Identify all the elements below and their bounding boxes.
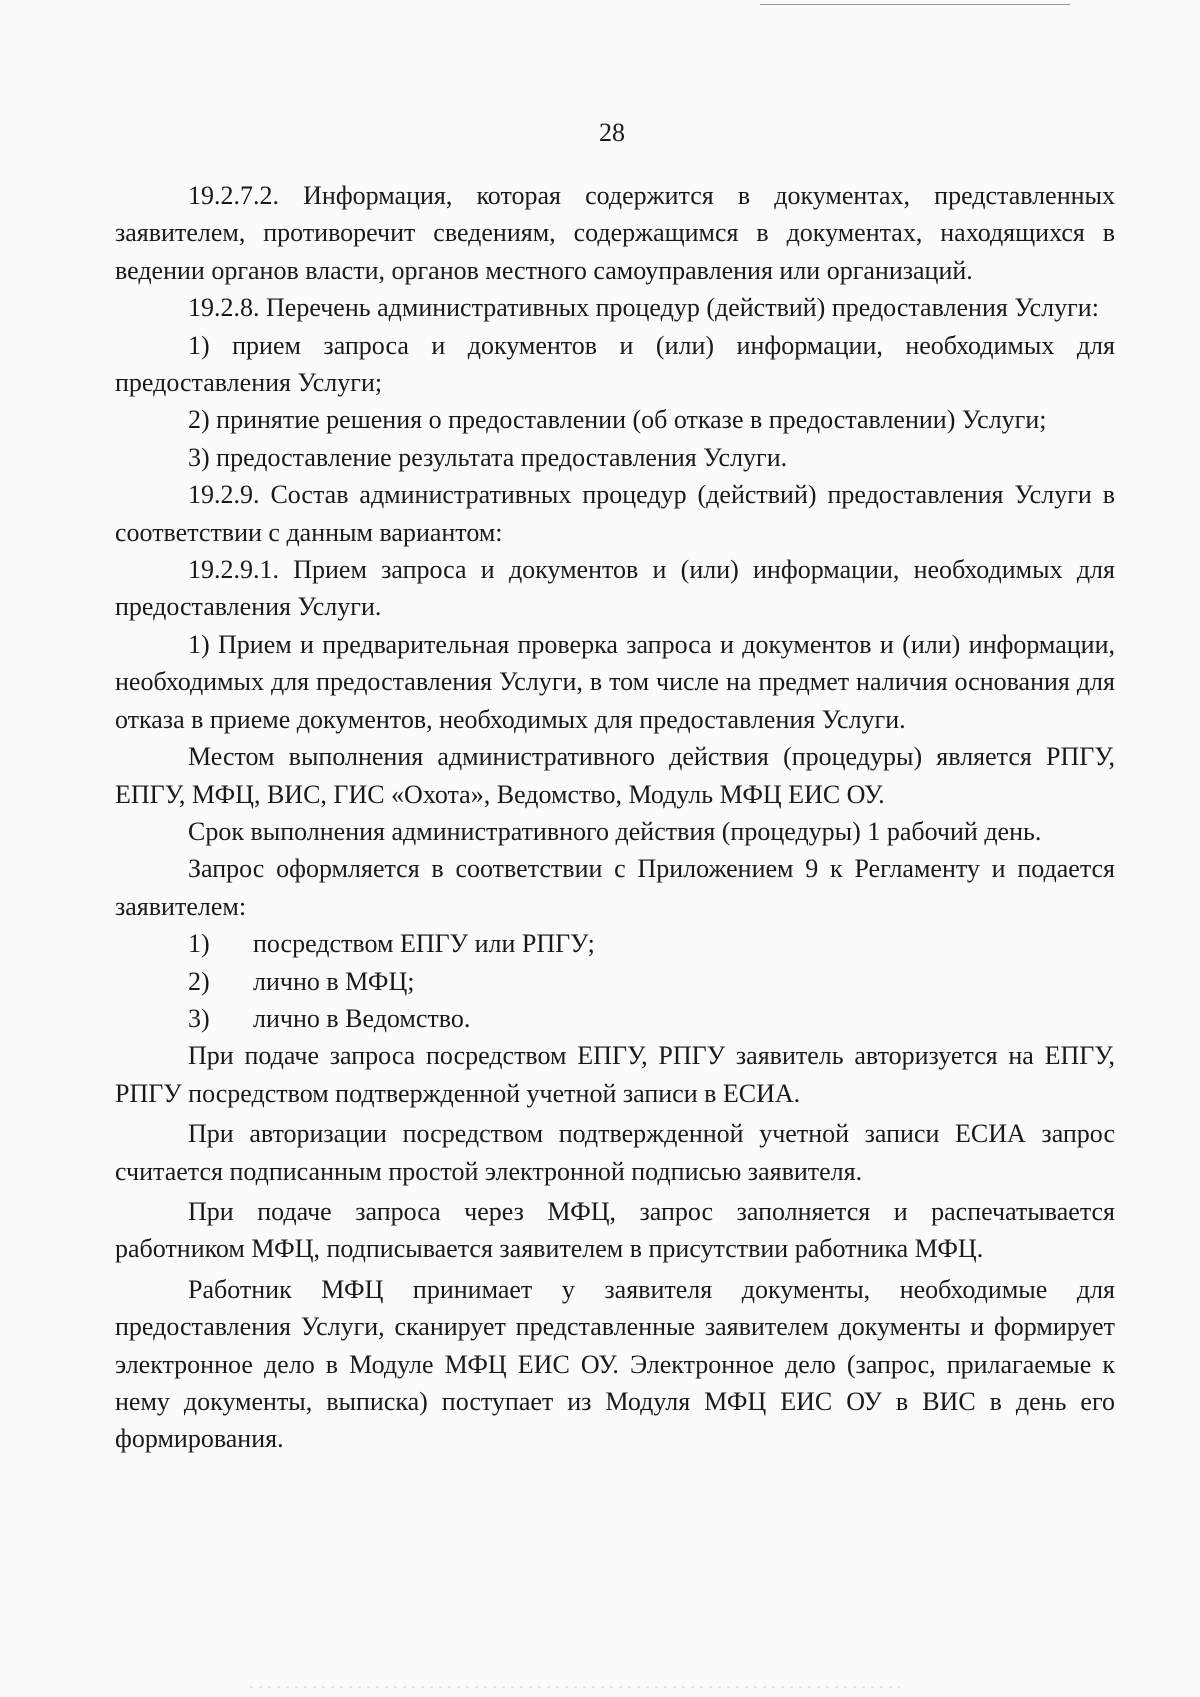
list-item-text: лично в МФЦ;	[253, 966, 415, 996]
paragraph-place-of-execution: Местом выполнения административного действия (процедуры) является РПГУ, ЕПГУ, МФЦ, ВИС, ГИС «Охота», Ведомство, Модуль МФЦ ЕИС ОУ.	[115, 742, 1115, 809]
page-number: 28	[599, 118, 625, 147]
list-item-text: посредством ЕПГУ или РПГУ;	[253, 929, 595, 959]
paragraph-19-2-9-1: 19.2.9.1. Прием запроса и документов и (или) информации, необходимых для предоставления Услуги.	[115, 555, 1115, 622]
paragraph-19-2-8: 19.2.8. Перечень административных процедур (действий) предоставления Услуги:	[188, 293, 1099, 323]
scan-artifact-line	[760, 4, 1070, 5]
list-item-number: 1)	[188, 929, 210, 959]
submission-list-item	[115, 963, 1115, 1000]
paragraph-19-2-7-2: 19.2.7.2. Информация, которая содержится в документах, представленных заявителем, противоречит сведениям, содержащимся в документах, находящихся в ведении органов власти, органов местного самоуправления или организаций.	[115, 181, 1115, 285]
document-body	[115, 177, 1115, 1458]
procedure-item-3: 3) предоставление результата предоставления Услуги.	[188, 442, 788, 472]
submission-list-item	[115, 925, 1115, 962]
paragraph-epgu-authorization: При подаче запроса посредством ЕПГУ, РПГУ заявитель авторизуется на ЕПГУ, РПГУ посредством подтвержденной учетной записи в ЕСИА.	[115, 1041, 1115, 1108]
list-item-number: 3)	[188, 1003, 210, 1033]
paragraph-19-2-9: 19.2.9. Состав административных процедур (действий) предоставления Услуги в соответствии с данным вариантом:	[115, 480, 1115, 547]
list-item-number: 2)	[188, 966, 210, 996]
paragraph-mfc-worker: Работник МФЦ принимает у заявителя документы, необходимые для предоставления Услуги, сканирует представленные заявителем документы и формирует электронное дело в Модуле МФЦ ЕИС ОУ. Электронное дело (запрос, прилагаемые к нему документы, выписка) поступает из Модуля МФЦ ЕИС ОУ в ВИС в день его формирования.	[115, 1274, 1115, 1454]
paragraph-reception-check: 1) Прием и предварительная проверка запроса и документов и (или) информации, необходимых для предоставления Услуги, в том числе на предмет наличия основания для отказа в приеме документов, необходимых для предоставления Услуги.	[115, 629, 1115, 734]
submission-list-item	[115, 1000, 1115, 1037]
paragraph-request-form: Запрос оформляется в соответствии с Приложением 9 к Регламенту и подается заявителем:	[115, 854, 1115, 921]
paragraph-mfc-request: При подаче запроса через МФЦ, запрос заполняется и распечатывается работником МФЦ, подписывается заявителем в присутствии работника МФЦ.	[115, 1196, 1115, 1264]
procedure-item-2: 2) принятие решения о предоставлении (об отказе в предоставлении) Услуги;	[188, 405, 1047, 435]
list-item-text: лично в Ведомство.	[253, 1003, 471, 1033]
scan-artifact-dots	[250, 1686, 900, 1688]
paragraph-execution-term: Срок выполнения административного действия (процедуры) 1 рабочий день.	[188, 816, 1042, 846]
procedure-item-1: 1) прием запроса и документов и (или) информации, необходимых для предоставления Услуги;	[115, 330, 1115, 398]
paragraph-esia-signature: При авторизации посредством подтвержденной учетной записи ЕСИА запрос считается подписанным простой электронной подписью заявителя.	[115, 1119, 1115, 1186]
